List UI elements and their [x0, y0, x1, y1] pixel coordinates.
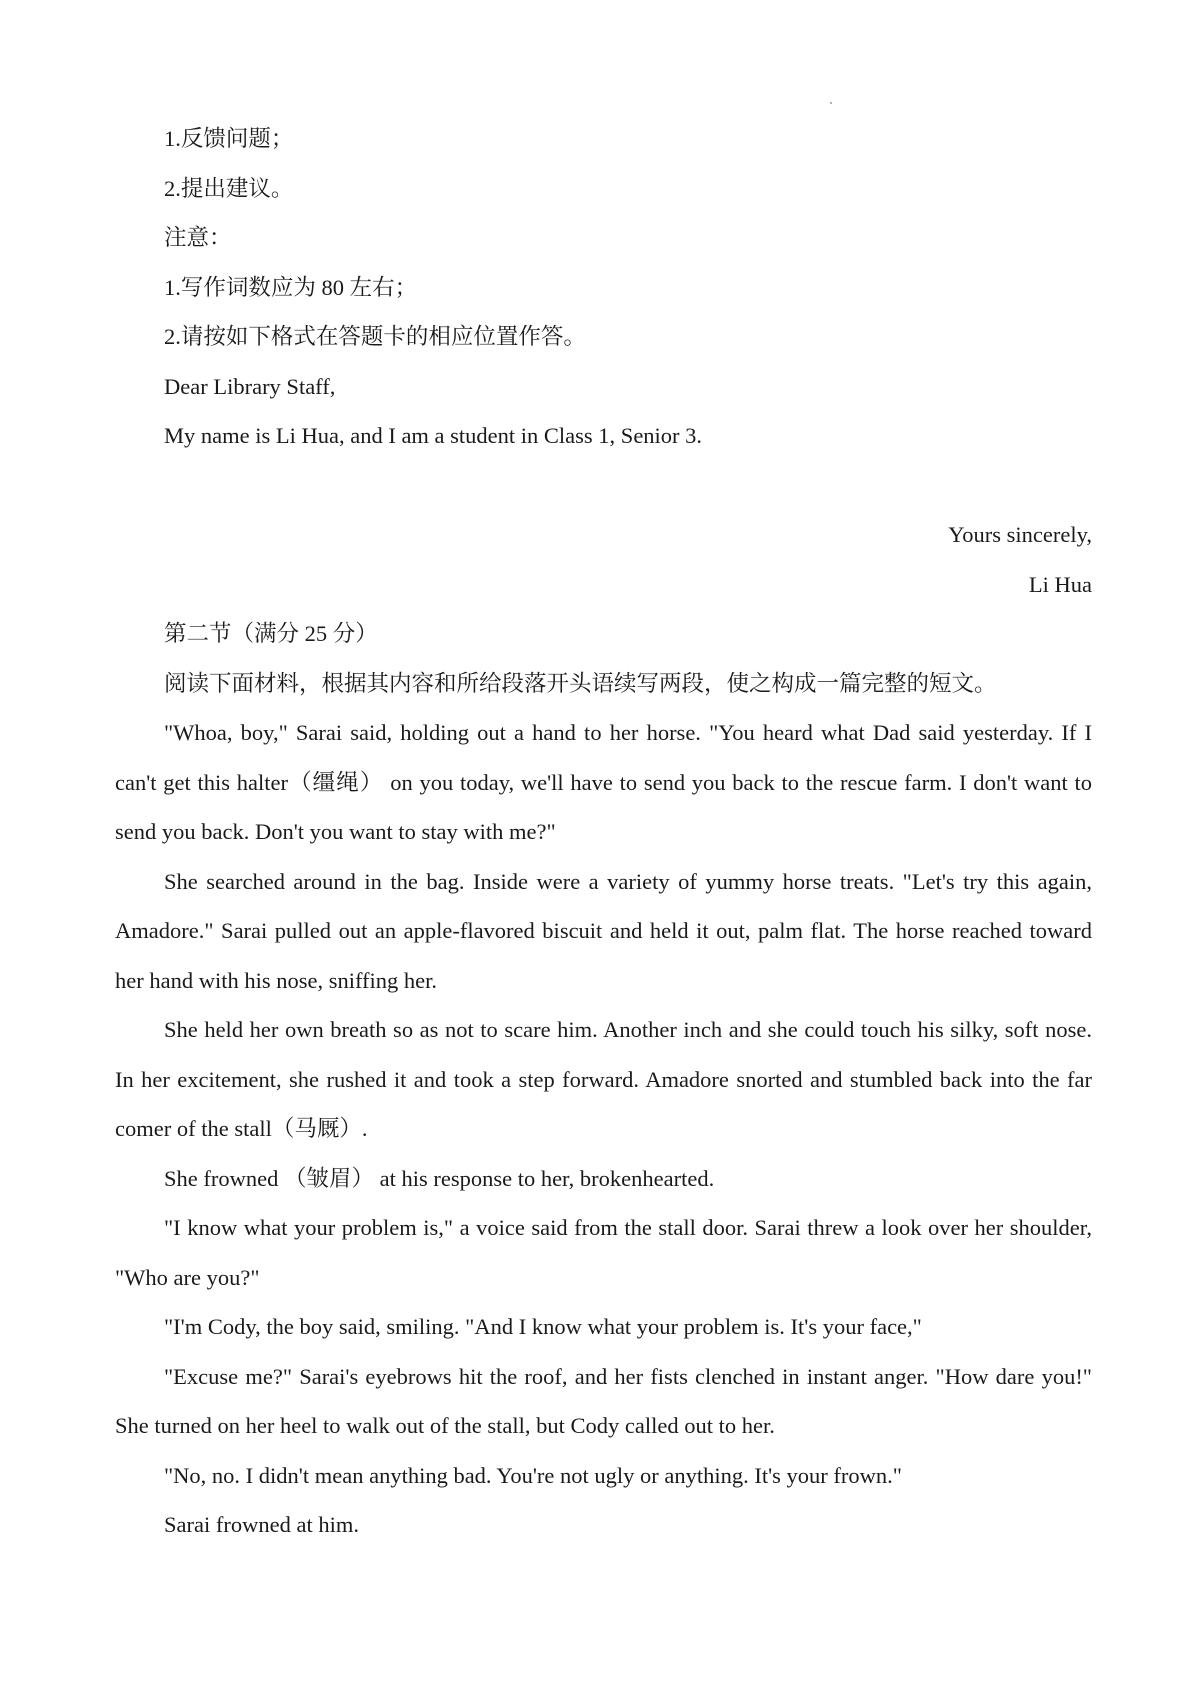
- story-paragraph: She frowned （皱眉） at his response to her, brokenhearted.: [164, 1165, 715, 1191]
- story-paragraph: "I'm Cody, the boy said, smiling. "And I know what your problem is. It's your face,": [164, 1314, 922, 1339]
- letter-opening: My name is Li Hua, and I am a student in Class 1, Senior 3.: [164, 423, 703, 448]
- section-heading: 第二节（满分 25 分）: [164, 621, 378, 646]
- story-paragraph: "Whoa, boy," Sarai said, holding out a hand to her horse. "You heard what Dad said yesterday. If I can't get this halter（缰绳） on you today, we'll have to send you back to the rescue farm. I don't want to send you back. Don't you want to stay with me?": [115, 720, 1092, 844]
- letter-signature: Li Hua: [1028, 571, 1092, 597]
- story-paragraph: "Excuse me?" Sarai's eyebrows hit the roof, and her fists clenched in instant anger. "How dare you!" She turned on her heel to walk out of the stall, but Cody called out to her.: [115, 1363, 1092, 1438]
- section-instruction: 阅读下面材料，根据其内容和所给段落开头语续写两段，使之构成一篇完整的短文。: [164, 670, 997, 696]
- story-paragraph: She held her own breath so as not to scare him. Another inch and she could touch his silky, soft nose. In her excitement, she rushed it and took a step forward. Amadore snorted and stumbled back into the far comer of the stall（马厩）.: [115, 1017, 1092, 1141]
- story-paragraph: She searched around in the bag. Inside were a variety of yummy horse treats. "Let's try this again, Amadore." Sarai pulled out an apple-flavored biscuit and held it out, palm flat. The horse reached toward her hand with his nose, sniffing her.: [115, 868, 1092, 993]
- story-paragraph: Sarai frowned at him.: [164, 1512, 359, 1537]
- letter-salutation: Dear Library Staff,: [164, 373, 336, 399]
- story-paragraph: "No, no. I didn't mean anything bad. You're not ugly or anything. It's your frown.": [164, 1462, 902, 1488]
- notice-label: 注意：: [164, 225, 232, 250]
- notice-item-1: 1.写作词数应为 80 左右；: [164, 274, 418, 300]
- scan-speck: [830, 102, 832, 104]
- notice-item-2: 2.请按如下格式在答题卡的相应位置作答。: [164, 324, 586, 349]
- requirement-item-1: 1.反馈问题；: [164, 126, 294, 151]
- requirement-item-2: 2.提出建议。: [164, 175, 294, 201]
- letter-closing: Yours sincerely,: [948, 522, 1092, 547]
- story-paragraph: "I know what your problem is," a voice said from the stall door. Sarai threw a look over her shoulder, "Who are you?": [115, 1215, 1092, 1290]
- letter-blank-space: [115, 461, 1092, 511]
